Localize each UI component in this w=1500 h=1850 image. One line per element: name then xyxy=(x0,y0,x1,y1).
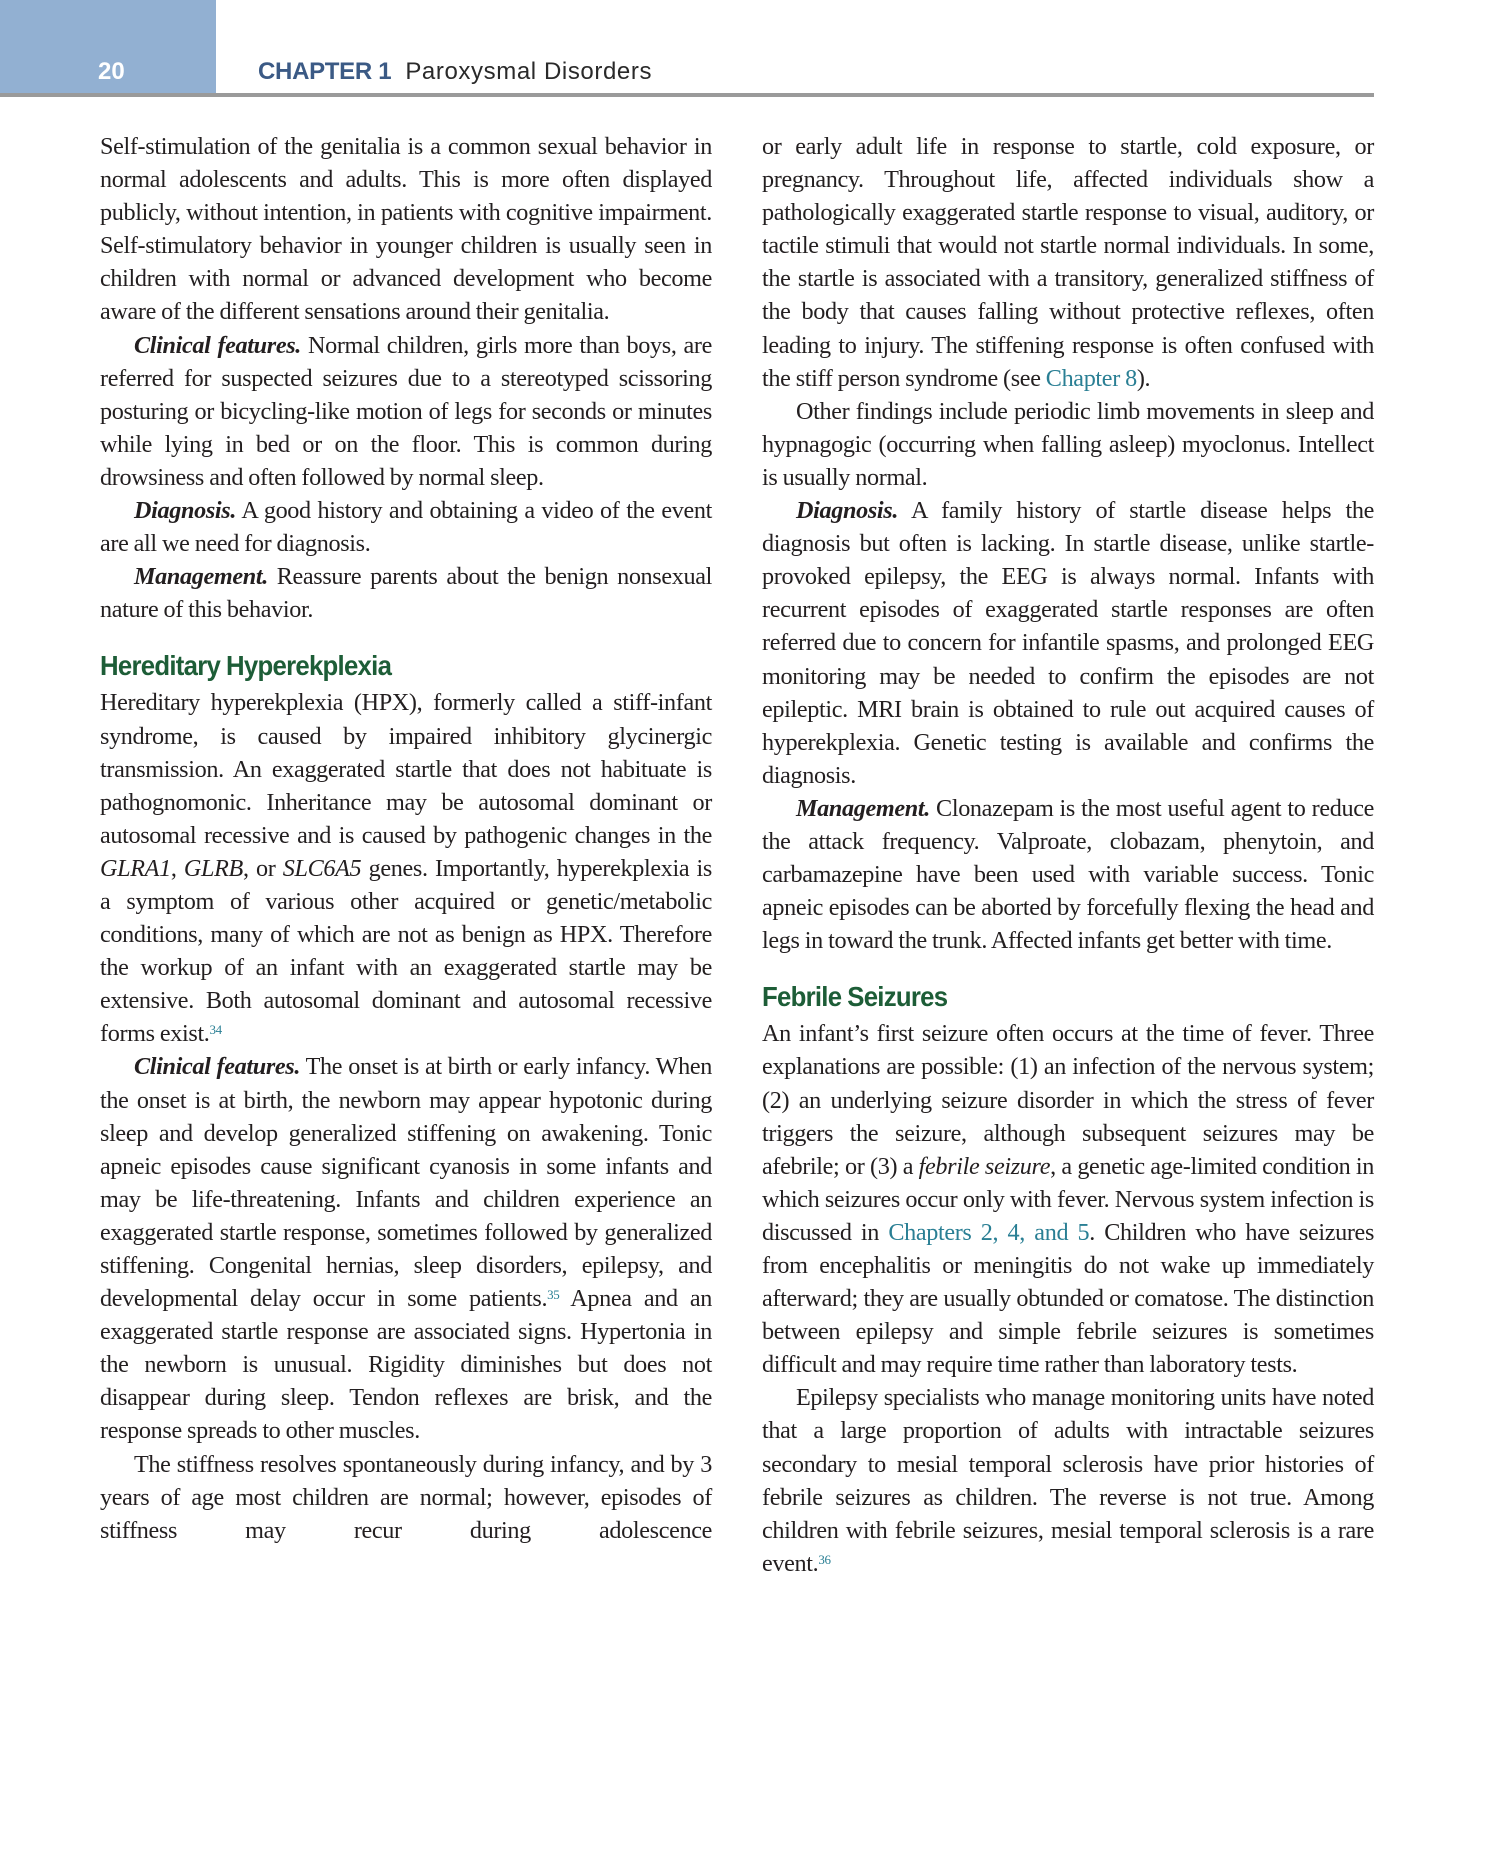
paragraph-text: Reassure parents about the benign nonsexual nature of this behavior. xyxy=(100,563,712,624)
paragraph: The stiffness resolves spontaneously during infancy, and by 3 years of age most children are normal; however, episodes of stiffness may recur during adolescence xyxy=(100,1450,712,1544)
running-head xyxy=(258,58,652,86)
separator: , xyxy=(170,854,184,882)
paragraph-text: Epilepsy specialists who manage monitoring units have noted that a large proportion of adults with intractable seizures secondary to mesial temporal sclerosis have prior histories of febrile seizures as children. The reverse is not true. Among children with febrile seizures, mesial temporal sclerosis is a rare event. xyxy=(762,1384,1374,1577)
run-in-heading: Diagnosis. xyxy=(134,497,237,525)
page-number: 20 xyxy=(98,58,125,85)
paragraph xyxy=(100,1050,712,1447)
paragraph: Other findings include periodic limb movements in sleep and hypnagogic (occurring when falling asleep) myoclonus. Intellect is usually normal. xyxy=(762,397,1374,491)
gene-name: GLRB xyxy=(183,854,243,882)
paragraph-text: The onset is at birth or early infancy. When the onset is at birth, the newborn may appear hypotonic during sleep and develop generalized stiffening on awakening. Tonic apneic episodes cause significant cyanosis in some infants and may be life-threatening. Infants and children experience an exaggerated startle response, sometimes followed by generalized stiffening. Congenital hernias, sleep disorders, epilepsy, and developmental delay occur in some patients. xyxy=(100,1053,712,1313)
paragraph-text: An infant’s first seizure often occurs at the time of fever. Three explanations are possible: (1) an infection of the nervous system; (2) an underlying seizure disorder in which the stress of fever triggers the seizure, although subsequent seizures may be afebrile; or (3) a xyxy=(762,1020,1374,1180)
paragraph xyxy=(100,494,712,560)
reference-36[interactable]: 36 xyxy=(818,1551,831,1567)
paragraph-text: Hereditary hyperekplexia (HPX), formerly called a stiff-infant syndrome, is caused by impaired inhibitory glycinergic transmission. An exaggerated startle that does not habituate is pathognomonic. Inheritance may be autosomal dominant or autosomal recessive and is caused by pathogenic changes in the xyxy=(100,689,712,849)
section-heading-hereditary-hyperekplexia: Hereditary Hyperekplexia xyxy=(100,650,392,682)
paragraph xyxy=(762,1381,1374,1580)
term-febrile-seizure: febrile seizure xyxy=(918,1152,1051,1180)
run-in-heading: Clinical features. xyxy=(134,331,301,359)
paragraph-text: or early adult life in response to startle, cold exposure, or pregnancy. Throughout life, affected individuals show a pathologically exaggerated startle response to visual, auditory, or tactile stimuli that would not startle normal individuals. In some, the startle is associated with a transitory, generalized stiffness of the body that causes falling without protective reflexes, often leading to injury. The stiffening response is often confused with the stiff person syndrome (see xyxy=(762,133,1374,392)
paragraph: Self-stimulation of the genitalia is a common sexual behavior in normal adolescents and adults. This is more often displayed publicly, without intention, in patients with cognitive impairment. Self-stimulatory behavior in younger children is usually seen in children with normal or advanced development who become aware of the different sensations around their genitalia. xyxy=(100,133,712,326)
gene-name: GLRA1 xyxy=(100,854,171,882)
paragraph xyxy=(762,1017,1374,1381)
link-chapter-8[interactable]: Chapter 8 xyxy=(1045,364,1137,392)
gene-name: SLC6A5 xyxy=(282,854,362,882)
paragraph xyxy=(100,686,712,1050)
paragraph xyxy=(100,329,712,494)
paragraph-text: Apnea and an exaggerated startle response are associated signs. Hypertonia in the newborn is unusual. Rigidity diminishes but does not disappear during sleep. Tendon reflexes are brisk, and the response spreads to other muscles. xyxy=(100,1285,713,1445)
reference-35[interactable]: 35 xyxy=(547,1287,560,1303)
paragraph xyxy=(100,560,712,626)
right-column xyxy=(762,130,1374,1580)
paragraph-text: Clonazepam is the most useful agent to reduce the attack frequency. Valproate, clobazam, phenytoin, and carbamazepine have been used with variable success. Tonic apneic episodes can be aborted by forcefully flexing the head and legs in toward the trunk. Affected infants get better with time. xyxy=(762,794,1374,955)
section-heading-febrile-seizures: Febrile Seizures xyxy=(762,981,948,1013)
paragraph-text: A good history and obtaining a video of the event are all we need for diagnosis. xyxy=(100,497,712,558)
chapter-label: CHAPTER 1 xyxy=(258,58,392,85)
paragraph xyxy=(762,792,1374,957)
separator: , or xyxy=(242,854,283,882)
paragraph-text: Normal children, girls more than boys, are referred for suspected seizures due to a stereotyped scissoring posturing or bicycling-like motion of legs for seconds or minutes while lying in bed or on the floor. This is common during drowsiness and often followed by normal sleep. xyxy=(100,331,712,491)
paragraph xyxy=(762,130,1374,395)
paragraph-text: . Children who have seizures from encephalitis or meningitis do not wake up immediately afterward; they are usually obtunded or comatose. The distinction between epilepsy and simple febrile seizures is sometimes difficult and may require time rather than laboratory tests. xyxy=(762,1218,1375,1379)
paragraph-text: , a genetic age-limited condition in which seizures occur only with fever. Nervous system infection is discussed in xyxy=(762,1152,1375,1246)
reference-34[interactable]: 34 xyxy=(209,1022,222,1038)
left-column xyxy=(100,130,712,1547)
run-in-heading: Diagnosis. xyxy=(796,497,899,525)
run-in-heading: Management. xyxy=(796,794,930,822)
chapter-title: Paroxysmal Disorders xyxy=(405,58,653,85)
paragraph-text: genes. Importantly, hyperekplexia is a symptom of various other acquired or genetic/metabolic conditions, many of which are not as benign as HPX. Therefore the workup of an infant with an exaggerated startle may be extensive. Both autosomal dominant and autosomal recessive forms exist. xyxy=(100,854,712,1048)
header-rule xyxy=(0,93,1374,97)
paragraph-text: A family history of startle disease helps the diagnosis but often is lacking. In startle disease, unlike startle-provoked epilepsy, the EEG is always normal. Infants with recurrent episodes of exaggerated startle responses are often referred due to concern for infantile spasms, and prolonged EEG monitoring may be needed to confirm the episodes are not epileptic. MRI brain is obtained to rule out acquired causes of hyperekplexia. Genetic testing is available and confirms the diagnosis. xyxy=(762,497,1374,789)
link-chapters-2-4-5[interactable]: Chapters 2, 4, and 5 xyxy=(888,1218,1090,1246)
run-in-heading: Management. xyxy=(134,563,268,591)
run-in-heading: Clinical features. xyxy=(134,1053,301,1081)
paragraph-text: ). xyxy=(1136,364,1151,392)
paragraph xyxy=(762,494,1374,792)
